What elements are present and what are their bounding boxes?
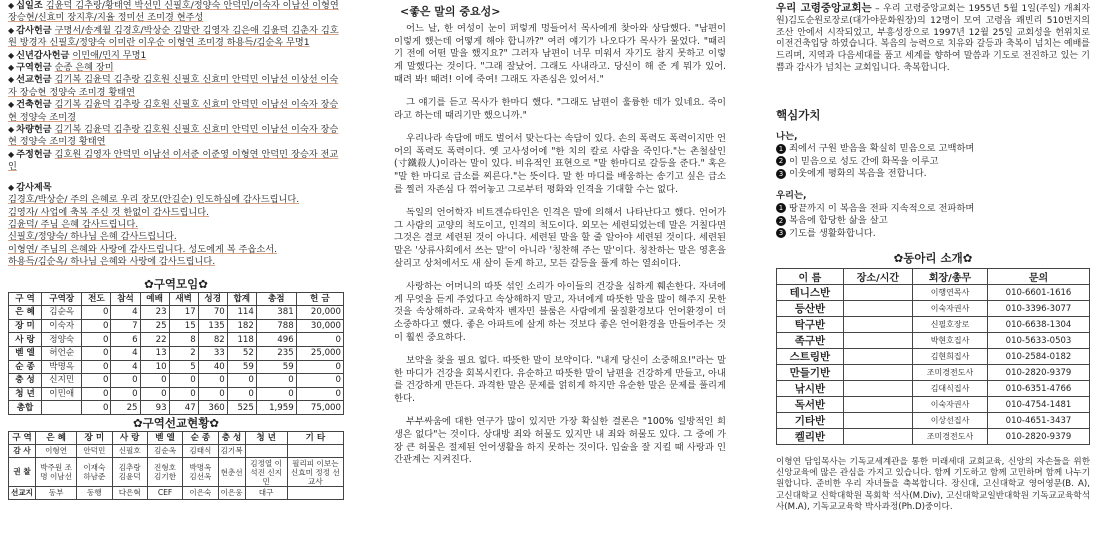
table-cell: 6 [111,333,140,347]
core-values-title: 핵심가치 [776,107,821,122]
table-cell [42,401,82,415]
bullet-icon: ◆ [8,100,15,110]
table-cell: 이민애 [42,387,82,401]
table-row [777,365,1090,381]
core-value-text: 죄에서 구원 받음을 확실히 믿음으로 고백하며 [789,143,975,155]
table-cell: 182 [227,319,256,333]
column-header: 이 름 [777,269,844,285]
number-badge-icon: 3 [776,228,786,238]
offering-title: 감사헌금 [16,24,52,36]
table-cell: 0 [82,333,111,347]
table-cell: 0 [82,387,111,401]
number-badge-icon: 3 [776,169,786,179]
number-badge-icon: 2 [776,156,786,166]
table-cell: 25 [140,319,169,333]
table-cell: 33 [198,346,227,360]
table-cell [843,429,912,445]
thanks-item: 하용득/김순옥/ 하나님 은혜와 사랑에 감사드립니다. [8,256,216,268]
thanks-item: 김영자/ 사업에 축복 주신 것 한없이 감사드립니다. [8,206,210,218]
column-header: 성경 [198,292,227,306]
table-cell: 0 [169,374,198,388]
offering-names: 김기복 김윤덕 김추랑 김호원 신필호 신효미 안덕민 이남선 이숙자 장승현 정양숙 조미경 황태연 [8,124,339,148]
number-badge-icon: 1 [776,144,786,154]
table-cell: 김태식 [183,445,218,458]
offering-title: 차량헌금 [16,124,52,136]
thanks-item: 김경호/박상순/ 주의 은혜로 우리 장모(안길순) 인도하심에 감사드립니다. [8,194,300,206]
table-cell: 스트링반 [777,349,844,365]
district-meeting-table [8,292,344,415]
table-cell: 만들기반 [777,365,844,381]
column-header: 총점 [256,292,296,306]
table-cell [245,445,287,458]
column-header: 기 타 [287,431,343,445]
table-cell: CEF [147,487,182,500]
core-value-text: 땅끝까지 이 복음을 전파 지속적으로 전파하며 [789,202,975,214]
table-cell: 사 랑 [9,333,42,347]
table-cell: 이숙자권사 [913,397,988,413]
table-cell: 허언순 [42,346,82,360]
article-paragraph: 사랑하는 어머니의 따뜻 섞인 소리가 아이들의 건강을 심하게 훼손한다. 자녀에게 무엇을 듣게 주었다고 속상해하지 말고, 자녀에게 따뜻한 말을 많이 해주지 못한 것을 속상해하라. 교육학자 벤자민 블룸은 사람에게 물질환경보다 언어환경이 더 소중하다고 했다. 좋은 아파트에 살게 하는 것보다 좋은 언어환경을 만들어주는 것이 훨씬 중요하다. [394,280,726,343]
table-row [9,387,344,401]
table-cell: 장 미 [9,319,42,333]
bullet-icon: ◆ [8,75,15,85]
table-cell: 010-4651-3437 [987,413,1089,429]
table-cell: 조미경전도사 [913,365,988,381]
table-cell: 동부 [36,487,77,500]
table-cell: 박주원 조명 이남선 [36,458,77,487]
table-cell: 0 [296,387,343,401]
table-cell [843,317,912,333]
core-value-text: 기도를 생활화합니다. [789,227,876,239]
article-paragraph: 부부싸움에 대한 연구가 많이 있지만 가장 확실한 결론은 "100% 일방적인 희생은 없다"는 것이다. 상대방 죄와 허물도 있지만 내 죄와 허물도 있다. 그 중에 가장 큰 허물은 절제된 언어생활을 하지 못하는 것이다. 입술을 잘 지킬 때 사랑과 인간관계는 지켜진다. [394,416,726,466]
table-cell: 0 [82,319,111,333]
table-cell [843,381,912,397]
table-cell: 이재숙 하남준 [77,458,112,487]
article-paragraph: 독일의 언어학자 비트겐슈타인은 인격은 말에 의해서 나타난다고 했다. 언어가 그 사람의 교양의 척도이고, 인격의 척도이다. 외모는 세련되었는데 말은 거칠다면 그것은 결코 세련된 것이 아니다. 세련된 말을 할 줄 알아야 세련된 것이다. 세련된 말은 '상류사회에서 쓰는 말'이 아니라 '칭찬해 주는 말'이다. 칭찬하는 말은 영혼을 살리고 상처에서도 새 살이 돋게 하고, 모든 갈등을 풀게 하는 열쇠이다. [394,206,726,269]
table-cell: 청 년 [9,387,42,401]
table-row [777,413,1090,429]
offering-names: 김기복 김윤덕 김추랑 김호원 신필호 신효미 안덕민 이남선 이상선 이숙자 장승현 정양숙 조미경 황태연 [8,74,339,98]
table-cell: 0 [82,306,111,320]
table-cell: 신필호장로 [913,317,988,333]
table-cell [843,397,912,413]
info-column [776,0,1090,513]
table-cell: 0 [227,374,256,388]
bullet-icon: ◆ [8,182,15,192]
table-cell: 010-3396-3077 [987,301,1089,317]
offering-names: 구명서/송계월 김경호/박상순 김말란 김영자 김은애 김윤덕 김춘자 김호원 방경자 신필호/정양숙 이미란 이우순 이형연 조미경 하용득/김순옥 무명1 [8,24,339,49]
table-cell: 0 [82,346,111,360]
mission-table [8,431,344,501]
table-row [9,374,344,388]
table-cell: 등산반 [777,301,844,317]
table-cell: 496 [256,333,296,347]
table-cell: 010-2820-9379 [987,365,1089,381]
church-intro [776,3,1090,75]
table-cell: 360 [198,401,227,415]
table-row [9,306,344,320]
core-value-group [776,131,1090,181]
offering-names: 김윤덕 김추랑/황태연 박선민 신필호/정양숙 안덕민/이숙자 이남선 이형연 장승현/신효미 장지후/지율 정미선 조미경 현주성 [8,0,339,24]
table-cell: 010-6638-1304 [987,317,1089,333]
table-cell: 0 [111,374,140,388]
table-cell: 조미경전도사 [913,429,988,445]
table-cell: 8 [169,333,198,347]
intro-heading: 우리 고령중앙교회는 [776,2,872,14]
table-cell: 0 [140,387,169,401]
table-cell: 0 [198,374,227,388]
table-cell: 0 [82,360,111,374]
table-cell: 켈리반 [777,429,844,445]
table-row [777,397,1090,413]
column-header: 은 혜 [36,431,77,445]
table-cell: 93 [140,401,169,415]
table-cell: 박명옥 [42,360,82,374]
offering-list [8,0,344,174]
article-paragraph: 그 얘기를 듣고 목사가 한마디 했다. "그래도 남편이 훌륭한 데가 있네요. 죽이라고 하는데 때리기만 했으니까." [394,97,726,121]
table-cell: 0 [296,360,343,374]
table-cell: 김추랑 김윤덕 [112,458,147,487]
core-value-item [776,215,1090,227]
article-body [394,23,726,467]
table-row [9,360,344,374]
table-cell: 탁구반 [777,317,844,333]
table-cell: 010-2584-0182 [987,349,1089,365]
table-cell: 총합 [9,401,42,415]
core-value-text: 이웃에게 평화의 복음을 전합니다. [789,168,927,179]
clubs-table [776,268,1090,445]
table-row [9,319,344,333]
table-cell: 이행연목사 [913,285,988,301]
offering-names: 김기복 김윤덕 김추랑 김호원 신필호 신효미 안덕민 이남선 이숙자 장승현 정양숙 조미경 [8,99,339,123]
table-cell: 이은웅 [218,487,245,500]
table-cell: 이숙자 [42,319,82,333]
table-row [9,487,344,500]
table-cell [843,333,912,349]
thanks-item: 이형연/ 주님의 은혜와 사랑에 감사드립니다. 성도에게 복 주옵소서. [8,243,278,255]
table-cell: 20,000 [296,306,343,320]
table-cell: 김대식집사 [913,381,988,397]
table-cell [843,365,912,381]
table-cell: 진형호 김기한 [147,458,182,487]
table-cell: 47 [169,401,198,415]
thanks-item: 신필호/정양숙/ 하나님 은혜 감사드립니다. [8,231,177,243]
table-cell: 대구 [245,487,287,500]
article-title: <좋은 말의 중요성> [400,5,501,18]
core-value-lead: 나는, [776,130,798,142]
table-cell: 381 [256,306,296,320]
thanks-title: 감사제목 [16,181,52,193]
offering-names: 김호원 김영자 안덕민 이남선 이서준 이준영 이형연 안덕민 장승자 전교인 [8,148,339,173]
table-row [777,381,1090,397]
column-header: 청 년 [245,431,287,445]
table-cell: 신필호 [112,445,147,458]
offering-title: 건축헌금 [16,99,52,111]
thanks-list [8,194,344,268]
article-paragraph: 보약을 찾을 필요 없다. 따뜻한 말이 보약이다. "내게 당신이 소중해요!"라는 말 한 마디가 건강을 회복시킨다. 유순하고 따뜻한 말이 남편을 건강하게 만들고, 아내를 건강하게 만든다. 과격한 말은 문제를 얽히게 하지만 유순한 말은 문제를 풀리게 한다. [394,354,726,405]
table-cell: 은 혜 [9,306,42,320]
table-cell: 김순옥 [147,445,182,458]
table-cell: 0 [198,387,227,401]
offering-entry [8,74,344,99]
table-cell: 4 [111,306,140,320]
table-row [9,401,344,415]
table-cell: 충 성 [9,374,42,388]
table-row [777,285,1090,301]
table-cell: 김기복 [218,445,245,458]
column-header: 합계 [227,292,256,306]
table-cell: 4 [111,346,140,360]
table-cell: 0 [296,374,343,388]
article-paragraph: 어느 날, 한 여성이 눈이 퍼렇게 멍들어서 목사에게 찾아와 상담했다. "남편이 이렇게 했는데 어떻게 해야 합니까?" 여러 얘기가 나오다가 목사가 물었다. "때리기 전에 어떤 말을 했지요?" 그러자 남편이 너무 미워서 자기도 참지 못하고 이렇게 말했다는 것이다. "그래 잘났어. 그래도 사내라고. 당신이 해 준 게 뭐가 있어. 때려 봐! 때려! 이에 죽여! 그래도 자존심은 있어서." [394,23,726,85]
column-header: 새벽 [169,292,198,306]
offering-names: 순종 은혜 장미 [54,62,114,74]
table-cell [843,349,912,365]
table-cell: 22 [140,333,169,347]
bullet-icon: ◆ [8,1,15,10]
table-cell: 4 [111,360,140,374]
table-cell: 기타반 [777,413,844,429]
table-cell: 낚시반 [777,381,844,397]
core-value-item [776,168,1090,180]
offering-title: 신년감사헌금 [16,49,70,61]
table-cell: 김정열 이석진 신지민 [245,458,287,487]
table-cell: 김순옥 [42,306,82,320]
table-cell: 0 [82,401,111,415]
core-value-text: 이 믿음으로 성도 간에 화목을 이루고 [789,155,939,167]
offering-title: 구역헌금 [16,62,52,74]
bullet-icon: ◆ [8,125,15,135]
table-cell: 동행 [77,487,112,500]
table-cell: 정양숙 [42,333,82,347]
table-cell: 52 [227,346,256,360]
table-cell: 13 [140,346,169,360]
table-cell: 010-6351-4766 [987,381,1089,397]
bullet-icon: ◆ [8,149,15,159]
core-value-group [776,190,1090,240]
offering-entry [8,99,344,124]
table-cell: 25,000 [296,346,343,360]
table-cell: 김현희집사 [913,349,988,365]
table-cell: 0 [227,387,256,401]
table-cell: 다은혁 [112,487,147,500]
table-cell: 벧 엘 [9,346,42,360]
clubs-title: ✿동아리 소개✿ [893,251,973,266]
offering-title: 십일조 [16,0,43,11]
table-cell: 525 [227,401,256,415]
table-cell: 59 [227,360,256,374]
column-header: 문의 [987,269,1089,285]
table-cell [843,301,912,317]
article-column [394,0,726,478]
offering-entry [8,0,344,25]
offering-entry [8,25,344,50]
offering-entry [8,62,344,74]
table-cell: 010-2820-9379 [987,429,1089,445]
table-cell: 이상선집사 [913,413,988,429]
table-row [9,458,344,487]
table-row [777,317,1090,333]
core-value-item [776,228,1090,240]
column-header: 전도 [82,292,111,306]
column-header: 참석 [111,292,140,306]
core-value-lead: 우리는, [776,190,807,202]
pastor-footer: 이형연 담임목사는 기독교세계관을 통한 미래세대 교회교육, 신앙의 자손들을 위한 신앙교육에 많은 관심을 가지고 있습니다. 함께 기도하고 함께 고민하며 함께 나누기 원합니다. 준비한 우리 자녀들을 축복합니다. 장신대, 고신대학교 영어영문(B. A), 고신대학교 신학대학원 목회학 석사(M.Div), 고신대학교일반대학원 기독교교육학석사(M.A), 기독교교육학 박사과정(Ph.D)중이다. [776,457,1090,512]
offering-title: 선교헌금 [16,74,52,86]
thanks-item: 김윤덕/ 주님 은혜 감사드립니다. [8,218,139,230]
table-cell: 이형연 [36,445,77,458]
core-values [776,131,1090,240]
table-cell: 0 [256,374,296,388]
table-cell: 15 [169,319,198,333]
table-cell: 40 [198,360,227,374]
table-row [777,349,1090,365]
table-cell: 이은숙 [183,487,218,500]
column-header: 예배 [140,292,169,306]
table-cell [843,413,912,429]
mission-title: ✿구역선교현황✿ [133,415,219,430]
table-cell: 0 [256,387,296,401]
table-cell: 135 [198,319,227,333]
table-cell: 안덕민 [77,445,112,458]
table-cell: 권 찰 [9,458,36,487]
column-header: 구 역 [9,292,42,306]
core-value-item [776,156,1090,168]
offering-names: 이민애/민지 무명1 [72,49,147,61]
table-cell: 0 [296,333,343,347]
table-cell: 필리피 이보는 신효미 정정 선교사 [287,458,343,487]
table-row [9,445,344,458]
table-cell: 이숙자권사 [913,301,988,317]
core-value-item [776,143,1090,155]
table-cell: 박현호집사 [913,333,988,349]
table-cell: 0 [82,374,111,388]
table-cell: 선교지 [9,487,36,500]
table-cell: 75,000 [296,401,343,415]
table-cell: 0 [111,387,140,401]
table-cell: 감 사 [9,445,36,458]
table-cell: 독서반 [777,397,844,413]
intro-text: – 우리 고령중앙교회는 1955년 5월 1일(주일) 개최자 원)김도순원로장로(대가야문화원장)의 12명이 모여 고령읍 쾌빈리 510번지의 조산 안에서 시작되었고, 부흥성장으로 1997년 12월 25일 교회성을 헌위치로 이전건축입당 하였습니다. 복음의 능력으로 치유와 갈등과 축복이 넘치는 예배를 드리며, 지역과 다음세대를 품고 세계를 향하여 말씀과 기도로 전진하고 있는 기쁨과 감사가 넘치는 교회입니다. 축복합니다. [776,4,1090,73]
number-badge-icon: 1 [776,203,786,213]
bullet-icon: ◆ [8,50,15,60]
table-cell: 010-6601-1616 [987,285,1089,301]
table-cell: 118 [227,333,256,347]
thanks-section [8,182,344,269]
table-cell: 0 [140,374,169,388]
bullet-icon: ◆ [8,63,15,73]
column-header: 구 역 [9,431,36,445]
table-cell: 70 [198,306,227,320]
table-cell: 788 [256,319,296,333]
offering-title: 주정헌금 [16,148,52,160]
column-header: 헌 금 [296,292,343,306]
table-cell: 59 [256,360,296,374]
column-header: 사 랑 [112,431,147,445]
table-cell: 현춘선 [218,458,245,487]
table-row [9,333,344,347]
table-cell: 30,000 [296,319,343,333]
table-cell: 족구반 [777,333,844,349]
table-cell: 010-5633-0503 [987,333,1089,349]
table-cell: 순 종 [9,360,42,374]
table-cell: 0 [169,387,198,401]
table-cell: 5 [169,360,198,374]
column-header: 구역장 [42,292,82,306]
table-cell: 테니스반 [777,285,844,301]
table-row [777,333,1090,349]
table-cell: 10 [140,360,169,374]
article-paragraph: 우리나라 속담에 매도 벌어서 맞는다는 속담이 있다. 손의 폭력도 폭력이지만 언어의 폭력도 폭력이다. 옛 고사성어에 "한 치의 칼로 사람을 죽인다."는 촌철살인(寸鐵殺人)이라는 말이 있다. 비유적인 표현으로 "말 한마디로 갈등을 준다." 혹은 "말 한 마디로 급소를 찌른다."는 뜻이다. 말 한 마디를 배웅하는 송기고 싶은 급소를 찔러 자존심 다 꺾어놓고 그로부터 평화와 인격을 기대할 수는 없다. [394,132,726,195]
table-cell [287,487,343,500]
table-cell: 114 [227,306,256,320]
table-cell: 17 [169,306,198,320]
core-value-text: 복음에 합당한 삶을 살고 [789,215,888,227]
column-header: 벧 엘 [147,431,182,445]
table-cell: 1,959 [256,401,296,415]
offering-entry [8,149,344,174]
table-cell: 7 [111,319,140,333]
table-row [777,429,1090,445]
table-row [777,301,1090,317]
table-cell: 235 [256,346,296,360]
offering-entry [8,124,344,149]
table-cell [843,285,912,301]
offerings-column [8,0,344,500]
bullet-icon: ◆ [8,25,15,35]
core-value-item [776,203,1090,215]
column-header: 회장/총무 [913,269,988,285]
table-cell: 23 [140,306,169,320]
table-cell: 010-4754-1481 [987,397,1089,413]
table-cell: 박명옥 김선옥 [183,458,218,487]
table-cell [287,445,343,458]
table-cell: 82 [198,333,227,347]
table-cell: 신지민 [42,374,82,388]
district-meeting-title: ✿구역모임✿ [144,276,208,291]
table-cell: 2 [169,346,198,360]
column-header: 충 성 [218,431,245,445]
table-cell: 25 [111,401,140,415]
column-header: 장 미 [77,431,112,445]
column-header: 순 종 [183,431,218,445]
number-badge-icon: 2 [776,216,786,226]
table-row [9,346,344,360]
column-header: 장소/시간 [843,269,912,285]
offering-entry [8,50,344,62]
